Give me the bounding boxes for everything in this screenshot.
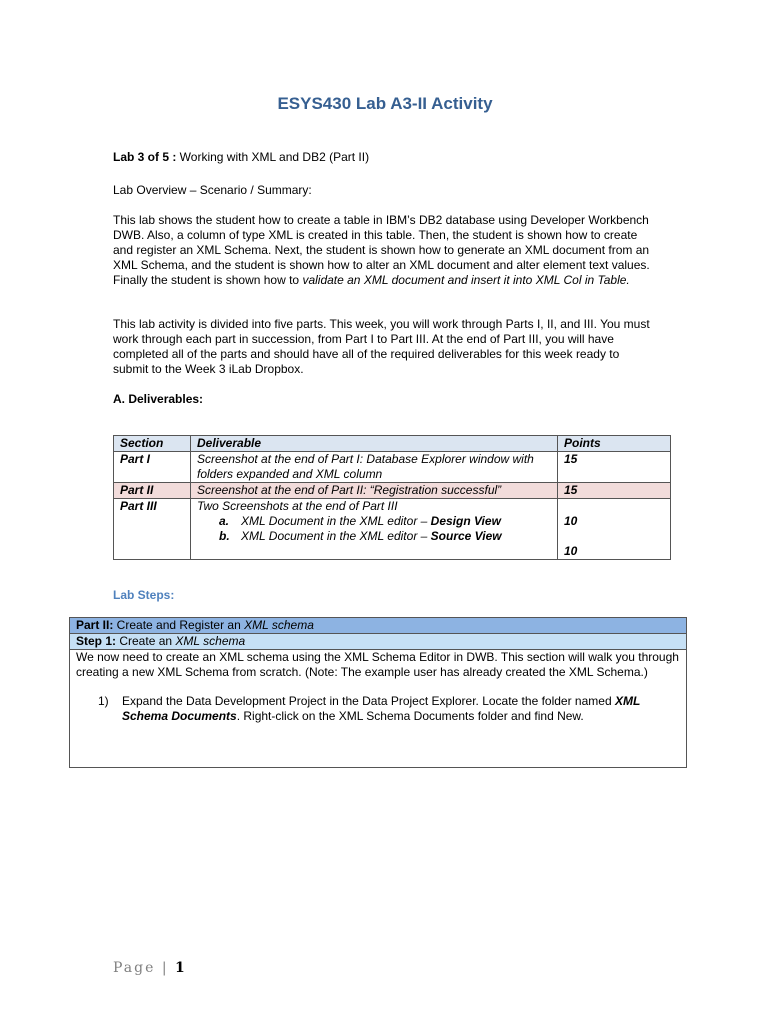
deliverables-heading: A. Deliverables: [113, 392, 204, 406]
row-section: Part I [114, 452, 191, 483]
list-item-text: Expand the Data Development Project in the Data Project Explorer. Locate the folder named [122, 694, 615, 708]
overview-paragraph [113, 213, 653, 288]
lab-steps-label: Lab Steps: [113, 588, 175, 602]
overview-italic: validate an XML document and insert it into XML Col in Table. [302, 273, 630, 287]
activity-paragraph: This lab activity is divided into five parts. This week, you will work through Parts I, II, and III. You must work through each part in succession, from Part I to Part III. At the end of Part III, you will have completed all of the parts and should have all of the required deliverables for this week ready to submit to the Week 3 iLab Dropbox. [113, 317, 650, 376]
sub-item-b-bold: Source View [430, 529, 502, 543]
list-item-tail: . Right-click on the XML Schema Documents folder and find New. [236, 709, 584, 723]
list-item-number: 1) [98, 694, 109, 708]
deliverables-table [113, 435, 671, 560]
table-row [114, 452, 671, 483]
footer-page-number: 1 [175, 960, 185, 976]
page-title: ESYS430 Lab A3-II Activity [277, 94, 493, 113]
overview-text: This lab shows the student how to create a table in IBM’s DB2 database using Developer Workbench DWB. Also, a column of type XML is created in this table. Then, the student is shown how to create and register an XML Schema. Next, the student is shown how to generate an XML document from an XML Schema, and the student is shown how to alter an XML document and alter element text values. Finally the student is shown how to [113, 213, 650, 287]
lab-subtitle-line [113, 150, 653, 165]
row-points-a: 10 [564, 514, 578, 528]
sub-item-a [197, 514, 551, 529]
step-italic: XML schema [175, 634, 246, 648]
part-italic: XML schema [244, 618, 314, 632]
row-points-b: 10 [564, 544, 578, 558]
row-section: Part III [114, 499, 191, 560]
lab-label: Lab 3 of 5 : [113, 150, 177, 164]
overview-heading: Lab Overview – Scenario / Summary: [113, 183, 312, 197]
header-section: Section [114, 436, 191, 452]
row-points-cell [558, 499, 671, 560]
step-text: Create an [116, 634, 176, 648]
step-intro: We now need to create an XML schema using the XML Schema Editor in DWB. This section will walk you through creating a new XML Schema from scratch. (Note: The example user has already created the XML Schema.) [76, 650, 679, 679]
step-body-row [70, 650, 687, 768]
row-deliverable: Screenshot at the end of Part I: Database Explorer window with folders expanded and XML column [191, 452, 558, 483]
sub-item-a-bold: Design View [430, 514, 501, 528]
table-header-row [114, 436, 671, 452]
lab-subtitle: Working with XML and DB2 (Part II) [176, 150, 370, 164]
header-deliverable: Deliverable [191, 436, 558, 452]
step-cell [70, 634, 687, 650]
table-row [114, 499, 671, 560]
row-points: 15 [558, 483, 671, 499]
row-deliverable: Two Screenshots at the end of Part III [197, 499, 398, 513]
footer-page-word: Page | [113, 960, 169, 976]
page-footer [113, 960, 185, 976]
header-points: Points [558, 436, 671, 452]
list-item-content [122, 694, 680, 724]
part-cell [70, 618, 687, 634]
list-item [76, 694, 680, 724]
row-deliverable: Screenshot at the end of Part II: “Registration successful” [191, 483, 558, 499]
steps-table [69, 617, 687, 768]
sub-item-a-text: XML Document in the XML editor – [241, 514, 431, 528]
step-body-cell [70, 650, 687, 768]
part-label: Part II: [76, 618, 114, 632]
sub-item-b [197, 529, 551, 544]
part-row [70, 618, 687, 634]
sub-item-a-label: a. [219, 514, 230, 528]
sub-item-b-text: XML Document in the XML editor – [241, 529, 431, 543]
step-row [70, 634, 687, 650]
row-section: Part II [114, 483, 191, 499]
list-item-bold: XML Schema Documents [122, 694, 641, 723]
row-points: 15 [558, 452, 671, 483]
sub-item-b-label: b. [219, 529, 230, 543]
table-row [114, 483, 671, 499]
step-label: Step 1: [76, 634, 117, 648]
row-deliverable-cell [191, 499, 558, 560]
part-text: Create and Register an [113, 618, 245, 632]
